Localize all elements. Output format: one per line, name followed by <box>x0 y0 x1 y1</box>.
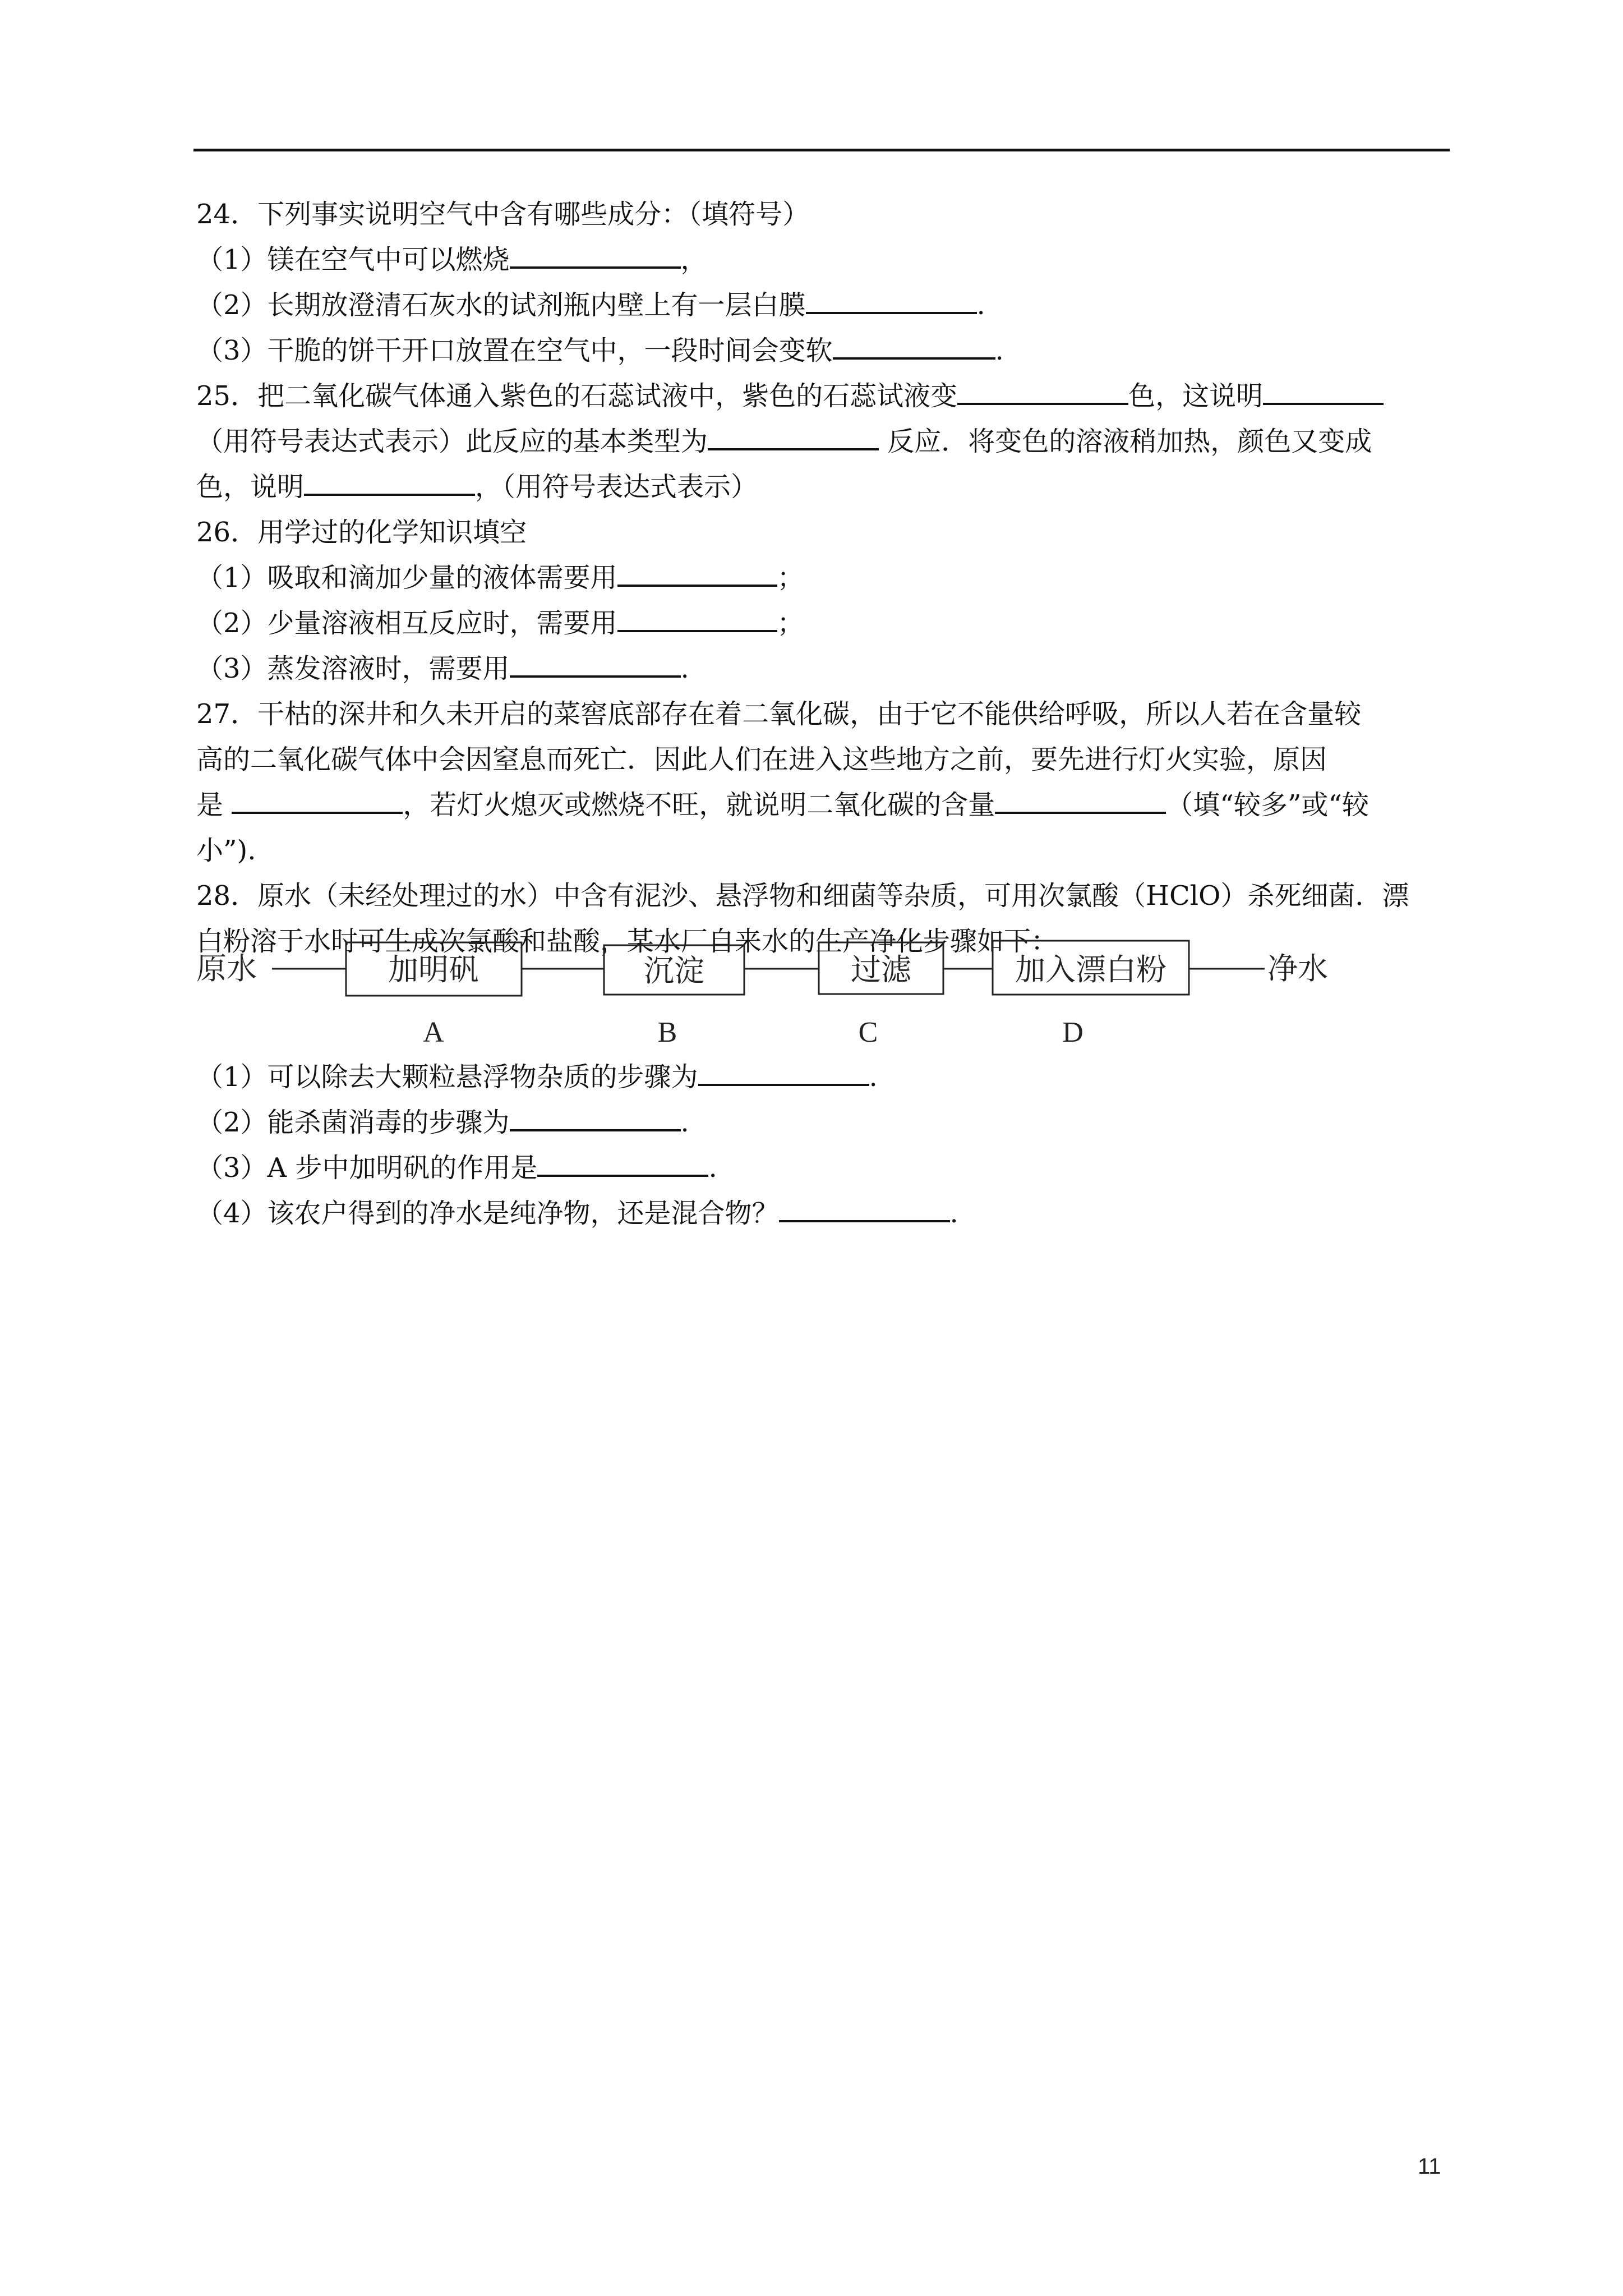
flow-step-b-letter: B <box>657 1016 677 1048</box>
q25-text-1: 25．把二氧化碳气体通入紫色的石蕊试液中，紫色的石蕊试液变 <box>196 380 958 412</box>
answer-blank[interactable] <box>232 783 403 814</box>
answer-blank[interactable] <box>1263 374 1384 405</box>
q26-title: 26．用学过的化学知识填空 <box>196 517 527 548</box>
q25-line-3 <box>196 464 1450 510</box>
q27-line-1: 27．干枯的深井和久未开启的菜窖底部存在着二氧化碳，由于它不能供给呼吸，所以人若在含量较 <box>196 698 1362 730</box>
q25-text-5: 色，说明 <box>196 471 305 503</box>
q24-item-3 <box>196 328 1450 374</box>
page-number: 11 <box>1418 2154 1441 2179</box>
q26-item-1-text: （1）吸取和滴加少量的液体需要用 <box>196 562 617 593</box>
answer-blank[interactable] <box>957 374 1128 405</box>
q27-text-3: 是 <box>196 789 232 821</box>
q24-item-3-text: （3）干脆的饼干开口放置在空气中，一段时间会变软 <box>196 335 833 366</box>
flow-step-c-label: 过滤 <box>851 952 911 987</box>
q25-text-4: 反应．将变色的溶液稍加热，颜色又变成 <box>879 426 1372 457</box>
q28-item-4-text: （4）该农户得到的净水是纯净物，还是混合物？ <box>196 1198 779 1229</box>
questions-24-27 <box>196 192 1450 964</box>
answer-blank[interactable] <box>537 1145 708 1177</box>
answer-blank[interactable] <box>779 1191 950 1222</box>
answer-blank[interactable] <box>617 555 777 587</box>
q28-item-1-text: （1）可以除去大颗粒悬浮物杂质的步骤为 <box>196 1061 698 1093</box>
flow-step-d-label: 加入漂白粉 <box>1015 952 1166 987</box>
punct: ； <box>777 608 804 639</box>
q25-text-6: ，（用符号表达式表示） <box>475 471 758 503</box>
q24-title: 24．下列事实说明空气中含有哪些成分：（填符号） <box>196 199 810 230</box>
q28-item-1 <box>196 1055 1450 1100</box>
q28-line-2: 白粉溶于水时可生成次氯酸和盐酸，某水厂自来水的生产净化步骤如下： <box>196 926 1058 957</box>
q27-line-2: 高的二氧化碳气体中会因窒息而死亡．因此人们在进入这些地方之前，要先进行灯火实验，原因 <box>196 744 1327 775</box>
q26-item-1 <box>196 555 1450 601</box>
q27-line-3 <box>196 783 1450 828</box>
q24-item-1 <box>196 237 1450 283</box>
q26-item-3-text: （3）蒸发溶液时，需要用 <box>196 653 510 684</box>
flow-step-d-letter: D <box>1062 1016 1083 1048</box>
q24-item-1-text: （1）镁在空气中可以燃烧 <box>196 244 510 275</box>
q26-item-3 <box>196 646 1450 692</box>
punct: ， <box>680 244 708 275</box>
header-rule <box>193 149 1450 151</box>
flow-step-b-label: 沉淀 <box>644 953 704 988</box>
purification-flow-diagram <box>193 934 1371 1063</box>
q24-item-2-text: （2）长期放澄清石灰水的试剂瓶内壁上有一层白膜 <box>196 289 806 321</box>
answer-blank[interactable] <box>510 1100 681 1131</box>
answer-blank[interactable] <box>995 783 1166 814</box>
q26-item-2-text: （2）少量溶液相互反应时，需要用 <box>196 608 617 639</box>
q28-subquestions <box>196 1055 1450 1236</box>
q27-line-4: 小”). <box>196 835 256 866</box>
punct: . <box>708 1152 717 1184</box>
q25-text-2: 色，这说明 <box>1128 380 1264 412</box>
punct: . <box>995 335 1004 366</box>
flow-start-label: 原水 <box>196 951 257 986</box>
q28-item-3-text: （3）A 步中加明矾的作用是 <box>196 1152 538 1184</box>
flow-step-a-label: 加明矾 <box>388 952 479 987</box>
punct: . <box>680 653 689 684</box>
answer-blank[interactable] <box>510 646 681 678</box>
q27-text-5: （填“较多”或“较 <box>1166 789 1369 821</box>
q27-text-4: ，若灯火熄灭或燃烧不旺，就说明二氧化碳的含量 <box>403 789 995 821</box>
q28-line-1: 28．原水（未经处理过的水）中含有泥沙、悬浮物和细菌等杂质，可用次氯酸（HClO）杀死细菌．漂 <box>196 880 1409 912</box>
punct: . <box>869 1061 878 1093</box>
answer-blank[interactable] <box>708 419 879 450</box>
q28-item-4 <box>196 1191 1450 1236</box>
flow-step-a-letter: A <box>423 1016 444 1048</box>
punct: . <box>680 1107 689 1138</box>
q26-item-2 <box>196 601 1450 646</box>
answer-blank[interactable] <box>806 283 977 314</box>
q28-item-2 <box>196 1100 1450 1145</box>
answer-blank[interactable] <box>833 328 995 360</box>
q25-text-3: （用符号表达式表示）此反应的基本类型为 <box>196 426 708 457</box>
q25-line-2 <box>196 419 1450 464</box>
q24-item-2 <box>196 283 1450 328</box>
q28-item-2-text: （2）能杀菌消毒的步骤为 <box>196 1107 510 1138</box>
flow-step-c-letter: C <box>858 1016 878 1048</box>
answer-blank[interactable] <box>304 464 475 496</box>
punct: . <box>976 289 985 321</box>
q28-item-3 <box>196 1145 1450 1191</box>
answer-blank[interactable] <box>510 237 681 269</box>
answer-blank[interactable] <box>698 1055 869 1086</box>
answer-blank[interactable] <box>617 601 777 632</box>
q25-line-1 <box>196 374 1450 419</box>
flow-end-label: 净水 <box>1267 951 1328 986</box>
punct: ； <box>777 562 804 593</box>
punct: . <box>949 1198 958 1229</box>
